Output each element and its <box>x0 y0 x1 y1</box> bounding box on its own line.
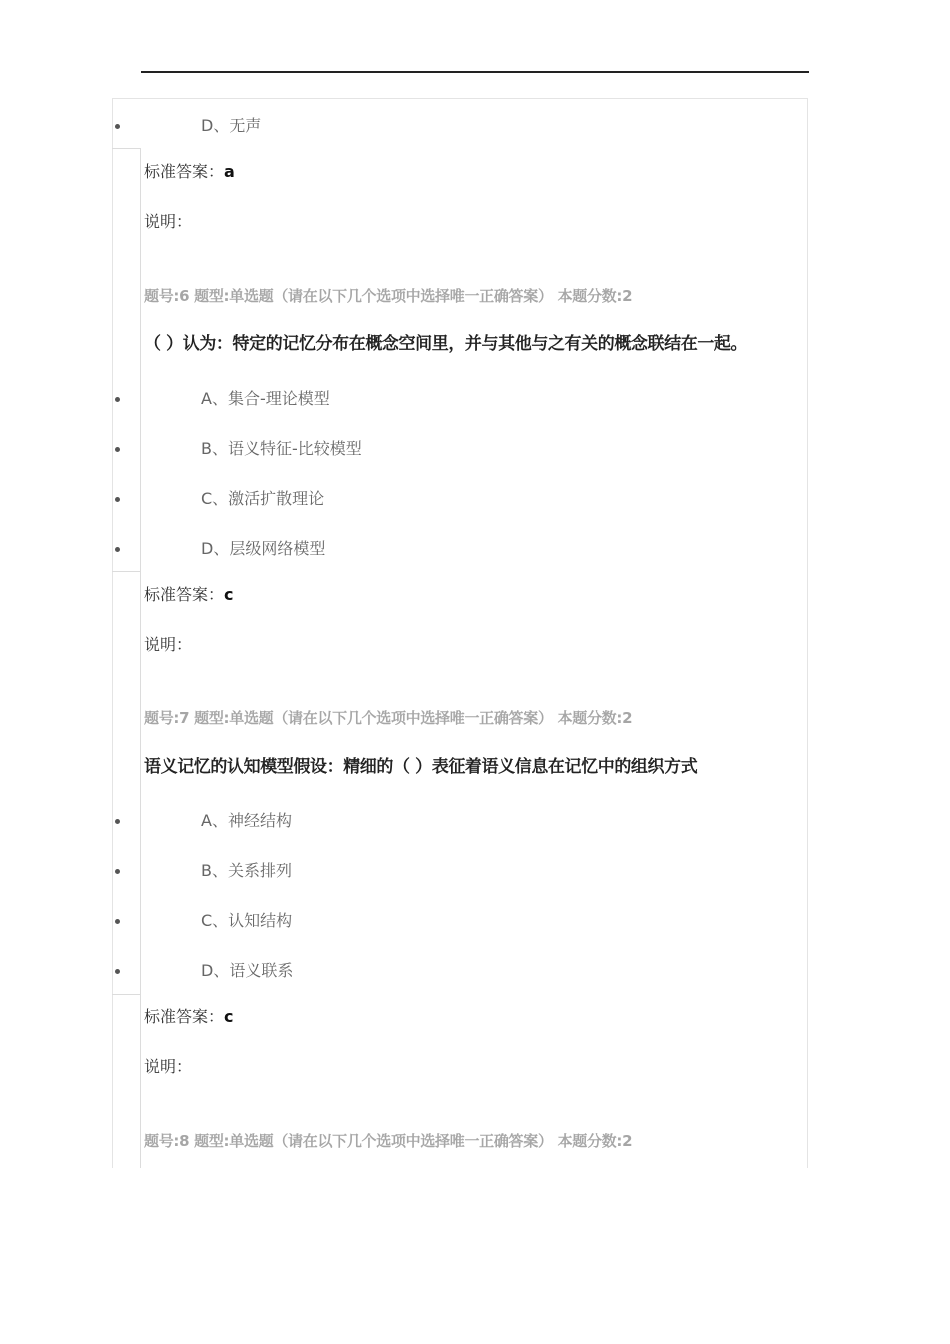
bullet-icon <box>115 819 120 824</box>
option-label: D、无声 <box>201 116 262 135</box>
option-item[interactable] <box>112 538 712 568</box>
option-label: C、认知结构 <box>201 911 293 930</box>
answer-value: a <box>224 162 235 181</box>
question-text: （ ）认为：特定的记忆分布在概念空间里，并与其他与之有关的概念联结在一起。 <box>144 334 748 354</box>
bullet-icon <box>115 497 120 502</box>
bullet-icon <box>115 124 120 129</box>
option-label: D、语义联系 <box>201 961 294 980</box>
answer-value: c <box>224 585 234 604</box>
question-header: 题号:8 题型:单选题（请在以下几个选项中选择唯一正确答案） 本题分数:2 <box>144 1132 633 1150</box>
answer-label: 标准答案： <box>144 162 225 181</box>
options-end-rule <box>112 994 141 995</box>
option-label: B、关系排列 <box>201 861 292 880</box>
option-item[interactable] <box>112 115 712 145</box>
explanation-label: 说明： <box>144 212 193 231</box>
explanation-label: 说明： <box>144 1057 193 1076</box>
option-label: A、集合-理论模型 <box>201 389 330 408</box>
top-divider <box>141 71 809 73</box>
bullet-icon <box>115 919 120 924</box>
question-header: 题号:6 题型:单选题（请在以下几个选项中选择唯一正确答案） 本题分数:2 <box>144 287 633 305</box>
bullet-icon <box>115 547 120 552</box>
option-item[interactable] <box>112 388 712 418</box>
option-item[interactable] <box>112 960 712 990</box>
options-end-rule <box>112 571 141 572</box>
option-item[interactable] <box>112 860 712 890</box>
option-label: D、层级网络模型 <box>201 539 326 558</box>
option-item[interactable] <box>112 488 712 518</box>
explanation-label: 说明： <box>144 635 193 654</box>
option-item[interactable] <box>112 910 712 940</box>
answer-label: 标准答案： <box>144 1007 225 1026</box>
bullet-icon <box>115 397 120 402</box>
standard-answer <box>144 584 234 606</box>
question-header: 题号:7 题型:单选题（请在以下几个选项中选择唯一正确答案） 本题分数:2 <box>144 709 633 727</box>
standard-answer <box>144 1006 234 1028</box>
answer-value: c <box>224 1007 234 1026</box>
option-label: B、语义特征-比较模型 <box>201 439 362 458</box>
option-item[interactable] <box>112 438 712 468</box>
options-end-rule <box>112 148 141 149</box>
bullet-icon <box>115 969 120 974</box>
option-label: C、激活扩散理论 <box>201 489 325 508</box>
content-left-rule <box>140 148 141 1168</box>
option-item[interactable] <box>112 810 712 840</box>
bullet-icon <box>115 447 120 452</box>
answer-label: 标准答案： <box>144 585 225 604</box>
option-label: A、神经结构 <box>201 811 292 830</box>
bullet-icon <box>115 869 120 874</box>
standard-answer <box>144 161 235 183</box>
question-text: 语义记忆的认知模型假设：精细的（ ）表征着语义信息在记忆中的组织方式 <box>144 757 698 777</box>
